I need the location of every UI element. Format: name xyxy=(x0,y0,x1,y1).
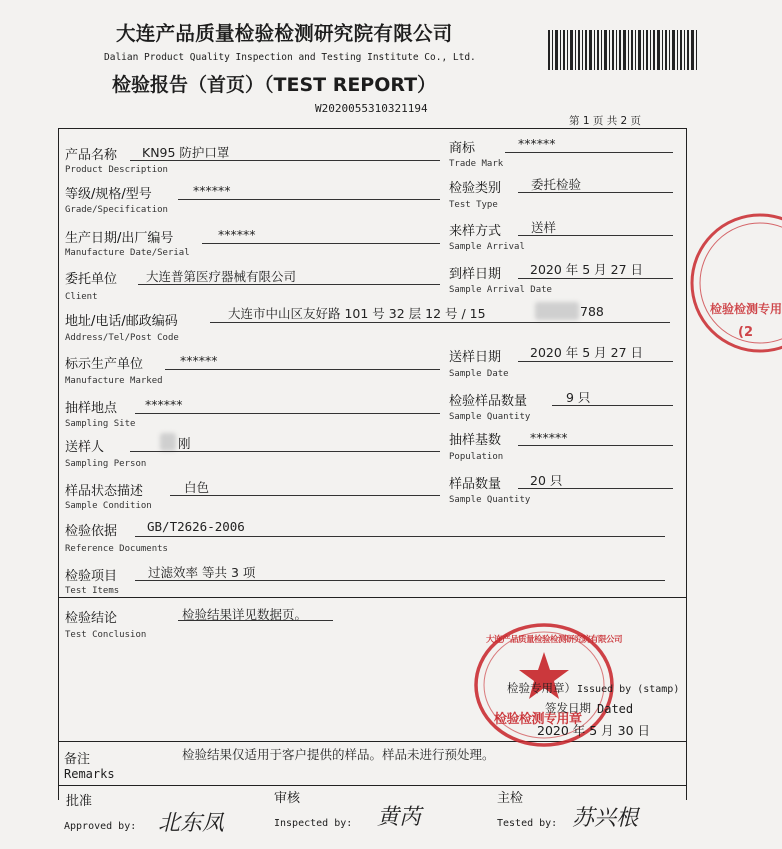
underline-sample-arrival xyxy=(518,235,673,236)
underline-product-name xyxy=(130,160,440,161)
table-right-border xyxy=(686,128,687,800)
value-trade-mark: ****** xyxy=(518,136,556,151)
label-trade-mark: 商标 xyxy=(449,141,476,156)
label-en-population: Population xyxy=(449,452,504,462)
underline-test-items xyxy=(135,580,665,581)
underline-address xyxy=(210,322,670,323)
value-sample-condition: 白色 xyxy=(184,480,210,495)
report-title: 检验报告（首页）（TEST REPORT） xyxy=(112,74,437,96)
label-en-product-name: Product Description xyxy=(65,165,168,175)
dated-label-en: Dated xyxy=(597,702,634,716)
value-sampling-site: ****** xyxy=(145,397,183,412)
label-manufacture-marked: 标示生产单位 xyxy=(65,357,144,372)
redacted-person xyxy=(160,433,176,451)
label-product-name: 产品名称 xyxy=(65,148,118,163)
value-arrival-date: 2020 年 5 月 27 日 xyxy=(530,262,644,277)
value-manufacture-date: ****** xyxy=(218,227,256,242)
label-manufacture-date: 生产日期/出厂编号 xyxy=(65,231,174,246)
label-en-sample-quantity-1: Sample Quantity xyxy=(449,412,531,422)
label-en-remarks: Remarks xyxy=(64,767,115,781)
table-left-border xyxy=(58,128,59,800)
value-population: ****** xyxy=(530,430,568,445)
value-client: 大连普第医疗器械有限公司 xyxy=(146,269,297,284)
page-info: 第 1 页 共 2 页 xyxy=(569,115,642,127)
underline-arrival-date xyxy=(518,278,673,279)
issue-date: 2020 年 5 月 30 日 xyxy=(537,723,651,738)
barcode-image xyxy=(548,30,700,70)
value-test-items: 过滤效率 等共 3 项 xyxy=(148,565,256,580)
label-en-tested: Tested by: xyxy=(497,818,558,829)
label-sampling-person: 送样人 xyxy=(65,440,105,455)
label-en-trade-mark: Trade Mark xyxy=(449,159,504,169)
underline-sample-condition xyxy=(170,495,440,496)
issued-label: 检验专用章） xyxy=(507,681,576,695)
underline-sampling-site xyxy=(135,413,440,414)
label-sample-condition: 样品状态描述 xyxy=(65,484,144,499)
label-en-address: Address/Tel/Post Code xyxy=(65,333,179,343)
label-en-sample-quantity-2: Sample Quantity xyxy=(449,495,531,505)
value-address: 大连市中山区友好路 101 号 32 层 12 号 / 15 xyxy=(228,306,486,321)
label-tested: 主检 xyxy=(497,791,524,806)
label-remarks: 备注 xyxy=(64,752,91,767)
signature-tested: 苏兴根 xyxy=(572,806,639,831)
side-stamp-text: 检验检测专用 xyxy=(710,302,782,316)
value-sampling-person: 刚 xyxy=(178,436,191,451)
value-sample-quantity-1: 9 只 xyxy=(566,390,591,405)
report-number: W2020055310321194 xyxy=(315,102,428,115)
label-sampling-site: 抽样地点 xyxy=(65,401,118,416)
label-en-manufacture-date: Manufacture Date/Serial xyxy=(65,248,190,258)
value-conclusion: 检验结果详见数据页。 xyxy=(182,607,308,622)
signature-approved: 北东凤 xyxy=(158,811,225,836)
label-grade-spec: 等级/规格/型号 xyxy=(65,187,152,202)
underline-manufacture-date xyxy=(202,243,440,244)
value-remarks: 检验结果仅适用于客户提供的样品。样品未进行预处理。 xyxy=(182,747,495,762)
label-en-inspected: Inspected by: xyxy=(274,818,353,829)
label-test-type: 检验类别 xyxy=(449,181,502,196)
label-en-reference: Reference Documents xyxy=(65,544,168,554)
table-top-border xyxy=(58,128,686,129)
label-address: 地址/电话/邮政编码 xyxy=(65,314,178,329)
label-arrival-date: 到样日期 xyxy=(449,267,502,282)
org-name-en: Dalian Product Quality Inspection and Testing Institute Co., Ltd. xyxy=(104,52,476,63)
label-en-manufacture-marked: Manufacture Marked xyxy=(65,376,163,386)
value-manufacture-marked: ****** xyxy=(180,353,218,368)
underline-conclusion xyxy=(178,620,333,621)
label-en-sample-condition: Sample Condition xyxy=(65,501,152,511)
side-stamp-number: (2 xyxy=(738,325,753,340)
underline-sample-date xyxy=(518,361,673,362)
value-test-type: 委托检验 xyxy=(531,177,582,192)
label-en-sampling-person: Sampling Person xyxy=(65,459,147,469)
value-reference: GB/T2626-2006 xyxy=(147,519,245,534)
underline-manufacture-marked xyxy=(165,369,440,370)
value-grade-spec: ****** xyxy=(193,183,231,198)
label-en-conclusion: Test Conclusion xyxy=(65,630,147,640)
label-en-sample-arrival: Sample Arrival xyxy=(449,242,525,252)
label-en-test-type: Test Type xyxy=(449,200,498,210)
label-en-sampling-site: Sampling Site xyxy=(65,419,136,429)
label-en-arrival-date: Sample Arrival Date xyxy=(449,285,552,295)
redacted-phone xyxy=(535,302,579,320)
label-en-test-items: Test Items xyxy=(65,586,120,596)
underline-sampling-person xyxy=(130,451,440,452)
underline-sample-quantity-2 xyxy=(518,488,673,489)
org-name-cn: 大连产品质量检验检测研究院有限公司 xyxy=(116,22,453,45)
barcode xyxy=(548,30,700,70)
underline-population xyxy=(518,445,673,446)
value-sample-date: 2020 年 5 月 27 日 xyxy=(530,345,644,360)
issued-label-en: Issued by (stamp) xyxy=(577,684,680,695)
label-en-client: Client xyxy=(65,292,98,302)
label-client: 委托单位 xyxy=(65,272,118,287)
underline-test-type xyxy=(518,192,673,193)
table-bottom-border xyxy=(58,785,686,786)
stamp-ring-text: 大连产品质量检验检测研究院有限公司 xyxy=(486,635,623,645)
underline-client xyxy=(138,284,440,285)
label-sample-quantity-1: 检验样品数量 xyxy=(449,394,528,409)
label-sample-arrival: 来样方式 xyxy=(449,224,502,239)
underline-grade-spec xyxy=(178,199,440,200)
label-conclusion: 检验结论 xyxy=(65,611,118,626)
label-reference: 检验依据 xyxy=(65,524,118,539)
label-sample-date: 送样日期 xyxy=(449,350,502,365)
label-en-approved: Approved by: xyxy=(64,821,137,832)
stamp-center-text: 检验检测专用章 xyxy=(494,712,582,727)
value-address-tail: 788 xyxy=(580,304,604,319)
label-test-items: 检验项目 xyxy=(65,569,118,584)
conclusion-top-border xyxy=(58,597,686,598)
underline-sample-quantity-1 xyxy=(552,405,673,406)
label-sample-quantity-2: 样品数量 xyxy=(449,477,502,492)
label-population: 抽样基数 xyxy=(449,433,502,448)
underline-reference xyxy=(135,536,665,537)
signature-inspected: 黄芮 xyxy=(377,805,422,830)
dated-label: 签发日期 xyxy=(545,701,591,715)
label-inspected: 审核 xyxy=(274,791,301,806)
value-sample-arrival: 送样 xyxy=(531,220,557,235)
label-en-sample-date: Sample Date xyxy=(449,369,509,379)
label-approved: 批准 xyxy=(66,794,93,809)
underline-trade-mark xyxy=(505,152,673,153)
value-product-name: KN95 防护口罩 xyxy=(142,145,230,160)
value-sample-quantity-2: 20 只 xyxy=(530,473,563,488)
label-en-grade-spec: Grade/Specification xyxy=(65,205,168,215)
